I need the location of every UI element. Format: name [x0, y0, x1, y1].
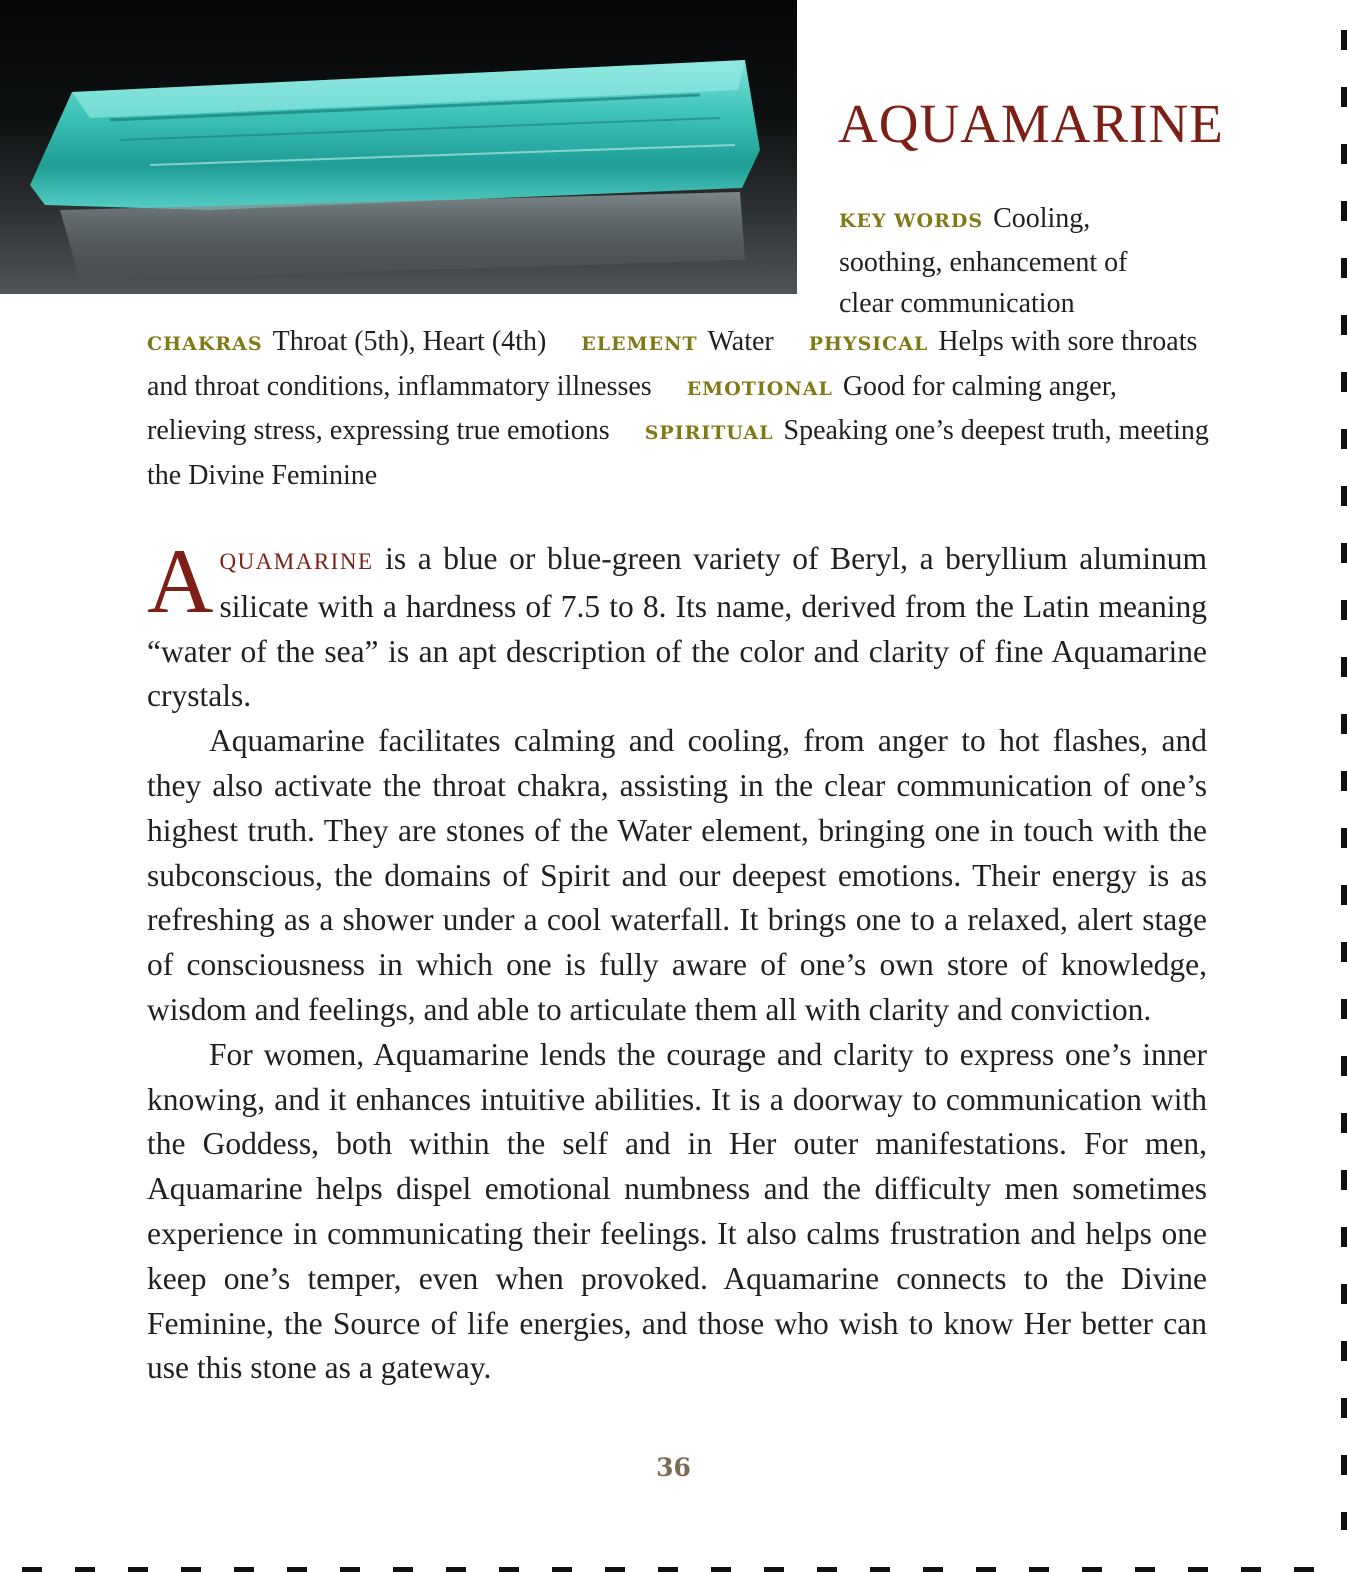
spiritual-text: Speaking one’s deepest truth, meeting the Divine Feminine: [147, 415, 1209, 491]
drop-cap: A: [147, 530, 214, 632]
lead-word: QUAMARINE: [219, 549, 374, 574]
paragraph-1-text: is a blue or blue-green variety of Beryl, a beryllium aluminum silicate with a hardness of 7.5 to 8. Its name, derived from the Latin meaning “water of the sea” is an apt description of the color and clarity of fine Aquamarine crystals.: [147, 541, 1207, 714]
bottom-edge-crop-marks: [22, 1567, 1347, 1572]
body-text: [147, 530, 1207, 1391]
spiritual-label: SPIRITUAL: [644, 422, 774, 444]
element-label: ELEMENT: [581, 333, 698, 355]
paragraph-1: [147, 530, 1207, 719]
right-edge-crop-marks: [1341, 30, 1347, 1530]
keywords-text: Cooling, soothing, enhancement of clear communication: [839, 203, 1128, 319]
page-title: AQUAMARINE: [838, 93, 1224, 154]
attributes-block: [147, 321, 1217, 496]
emotional-label: EMOTIONAL: [686, 377, 833, 400]
chakras-text: Throat (5th), Heart (4th): [272, 326, 547, 357]
chakras-label: CHAKRAS: [147, 333, 263, 355]
page-number: 36: [656, 1453, 691, 1482]
keywords-block: [839, 198, 1169, 324]
paragraph-3: For women, Aquamarine lends the courage and clarity to express one’s inner knowing, and it enhances intuitive abilities. It is a doorway to communication with the Goddess, both within the self and in Her outer manifestations. For men, Aquamarine helps dispel emotional numbness and the difficulty men sometimes experience in communicating their feelings. It also calms frustration and helps one keep one’s temper, even when provoked. Aquamarine connects to the Divine Feminine, the Source of life energies, and those who wish to know Her better can use this stone as a gateway.: [147, 1036, 1207, 1386]
element-text: Water: [707, 326, 774, 357]
physical-text: Helps with sore throats and throat conditions, inflammatory illnesses: [147, 326, 1198, 402]
paragraph-2: Aquamarine facilitates calming and cooling, from anger to hot flashes, and they also activate the throat chakra, assisting in the clear communication of one’s highest truth. They are stones of the Water element, bringing one in touch with the subconscious, the domains of Spirit and our deepest emotions. Their energy is as refreshing as a shower under a cool waterfall. It brings one to a relaxed, alert stage of consciousness in which one is fully aware of one’s own store of knowledge, wisdom and feelings, and able to articulate them all with clarity and conviction.: [147, 723, 1207, 1027]
physical-label: PHYSICAL: [808, 333, 929, 355]
keywords-label: KEY WORDS: [839, 210, 984, 232]
aquamarine-crystal-photo: [0, 0, 797, 294]
crystal-illustration: [0, 0, 797, 294]
emotional-text: Good for calming anger, relieving stress, expressing true emotions: [147, 370, 1117, 446]
